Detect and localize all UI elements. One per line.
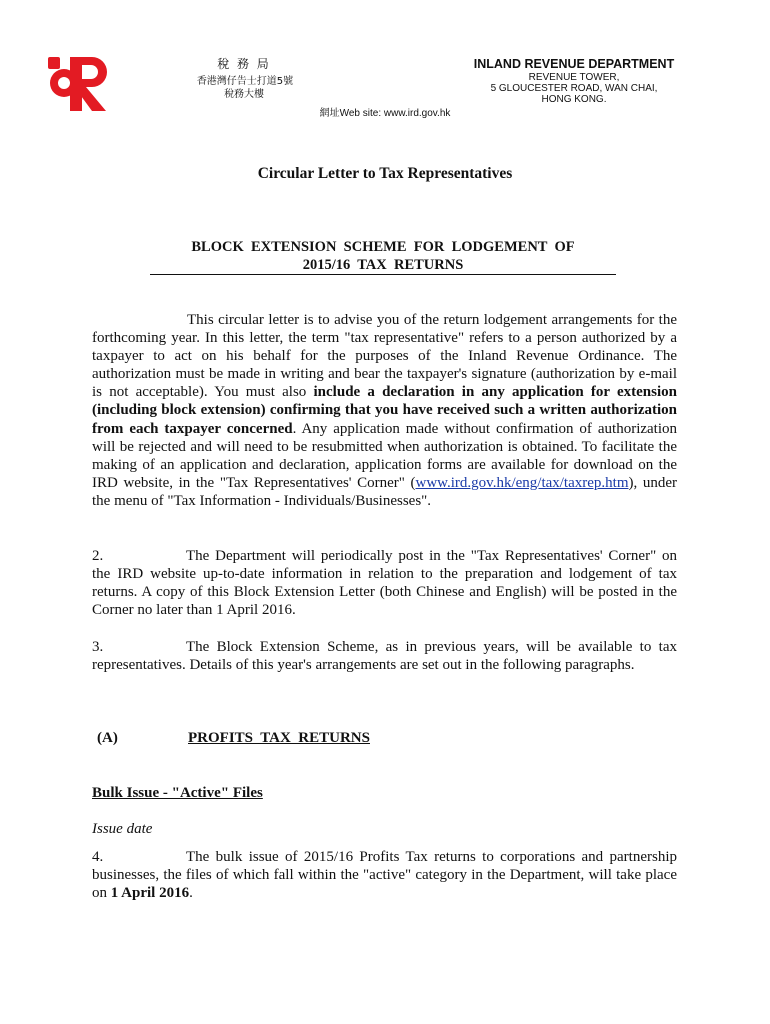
scheme-title-line2: 2015/16 TAX RETURNS	[302, 257, 464, 273]
paragraph-1-text-c: ), under the menu of "Tax Information - Individuals/Businesses".	[92, 474, 678, 509]
header-chinese-address-line2: 稅務大樓	[224, 89, 264, 100]
paragraph-1-text-a: This circular letter is to advise you of the return lodgement arrangements for the forthcoming year. In this letter, the term "tax representative" refers to a person authorized by a taxpayer to act on his behalf for the purposes of the Inland Revenue Ordinance. The authorization must be made in writing and bear the taxpayer's signature (authorization by e-mail is not acceptable). You must also	[92, 312, 677, 401]
paragraph-1-text-b: . Any application made without confirmation of authorization will be rejected and will need to be resubmitted when authorization is obtained. To facilitate the making of an application and declaration, application forms are available for download on the IRD website, in the "Tax Representatives' Corner" (	[92, 420, 678, 491]
tax-rep-link[interactable]: www.ird.gov.hk/eng/tax/taxrep.htm	[415, 474, 629, 491]
header-english-address-line2: 5 GLOUCESTER ROAD, WAN CHAI,	[490, 83, 658, 94]
paragraph-4-text-b: .	[189, 885, 193, 902]
paragraph-4-number: 4.	[92, 849, 104, 865]
paragraph-1-bold: include a declaration in any application for extension (including block extension) confirming that you have received such a written authorization from each taxpayer concerned	[92, 384, 677, 437]
section-a-number: (A)	[97, 730, 118, 746]
bulk-issue-heading: Bulk Issue - "Active" Files	[92, 785, 263, 801]
circular-title: Circular Letter to Tax Representatives	[257, 165, 513, 182]
paragraph-3-number: 3.	[92, 639, 104, 655]
paragraph-2-text: The Department will periodically post in the "Tax Representatives' Corner" on the IRD website up-to-date information in relation to the preparation and lodgement of tax returns. A copy of this Block Extension Letter (both Chinese and English) will be posted in the Corner no later than 1 April 2016.	[92, 548, 677, 619]
header-english-address-line1: REVENUE TOWER,	[528, 72, 620, 83]
paragraph-3	[92, 638, 677, 674]
header-english-address-line3: HONG KONG.	[541, 94, 607, 105]
scheme-title-underline	[150, 274, 616, 275]
header-chinese-address-line1: 香港灣仔告士打道5號	[196, 76, 294, 87]
section-a-title: PROFITS TAX RETURNS	[188, 730, 370, 746]
scheme-title-line1: BLOCK EXTENSION SCHEME FOR LODGEMENT OF	[191, 239, 575, 255]
paragraph-2	[92, 547, 677, 619]
header-website: 網址Web site: www.ird.gov.hk	[319, 108, 451, 119]
paragraph-1	[92, 311, 677, 510]
header-chinese-title: 稅 務 局	[217, 57, 271, 71]
scheme-title	[150, 238, 616, 274]
paragraph-4	[92, 848, 677, 902]
paragraph-4-text-a: The bulk issue of 2015/16 Profits Tax returns to corporations and partnership businesses, the files of which fall within the "active" category in the Department, will take place on	[92, 849, 677, 902]
paragraph-2-number: 2.	[92, 548, 104, 564]
issue-date-label: Issue date	[92, 821, 153, 837]
paragraph-4-bold: 1 April 2016	[110, 885, 190, 902]
paragraph-3-text: The Block Extension Scheme, as in previous years, will be available to tax representatives. Details of this year's arrangements are set out in the following paragraphs.	[92, 639, 677, 674]
ird-logo-icon	[46, 55, 110, 113]
header-english-title: INLAND REVENUE DEPARTMENT	[473, 57, 675, 71]
